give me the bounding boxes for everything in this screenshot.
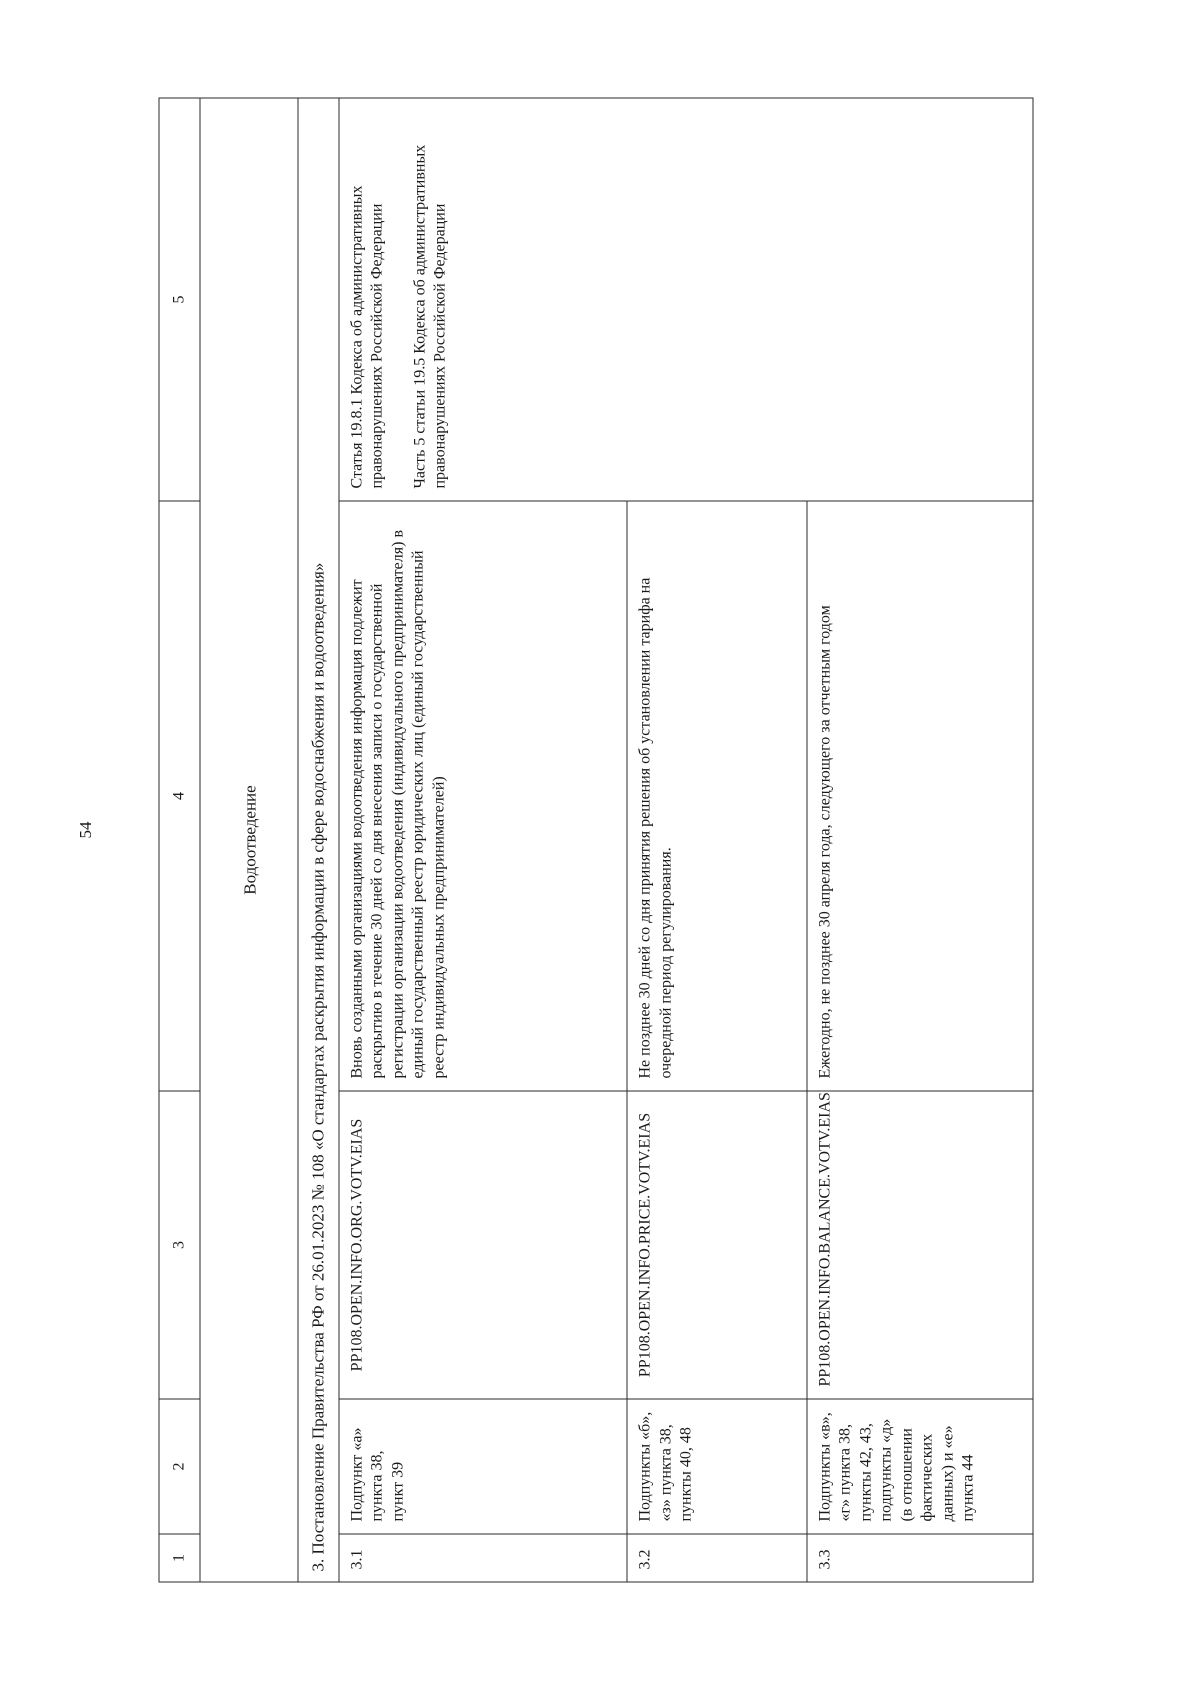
row-code: PP108.OPEN.INFO.BALANCE.VOTV.EIAS [807, 1091, 1033, 1399]
row-clause: Подпункты «б», «з» пункта 38, пункты 40, 48 [627, 1399, 807, 1534]
document-table-wrapper [159, 99, 1034, 1583]
table-row [339, 98, 627, 1582]
header-cell-2: 2 [159, 1399, 200, 1534]
row-clause: Подпункты «в», «г» пункта 38, пункты 42, 43, подпункты «д» (в отношении фактических данных) и «е» пункта 44 [807, 1399, 1033, 1534]
row-deadline: Ежегодно, не позднее 30 апреля года, следующего за отчетным годом [807, 501, 1033, 1091]
header-row [159, 98, 200, 1582]
liability-cell [339, 98, 1033, 501]
subsection-title: 3. Постановление Правительства РФ от 26.01.2023 № 108 «О стандартах раскрытия информации в сфере водоснабжения и водоотведения» [298, 98, 339, 1582]
header-cell-1: 1 [159, 1534, 200, 1582]
page-number: 54 [76, 821, 95, 839]
subsection-row [298, 98, 339, 1582]
liability-text-1: Статья 19.8.1 Кодекса об административных правонарушениях Российской Федерации [348, 185, 386, 489]
document-table [159, 98, 1034, 1583]
liability-text-2: Часть 5 статьи 19.5 Кодекса об административных правонарушениях Российской Федерации [411, 144, 449, 489]
header-cell-5: 5 [159, 98, 200, 501]
row-number: 3.1 [339, 1534, 627, 1582]
row-code: PP108.OPEN.INFO.ORG.VOTV.EIAS [339, 1091, 627, 1399]
row-number: 3.3 [807, 1534, 1033, 1582]
row-number: 3.2 [627, 1534, 807, 1582]
section-row [200, 98, 297, 1582]
header-cell-3: 3 [159, 1091, 200, 1399]
header-cell-4: 4 [159, 501, 200, 1091]
section-title: Водоотведение [200, 98, 297, 1582]
row-clause: Подпункт «а» пункта 38, пункт 39 [339, 1399, 627, 1534]
row-code: PP108.OPEN.INFO.PRICE.VOTV.EIAS [627, 1091, 807, 1399]
row-deadline: Вновь созданными организациями водоотведения информация подлежит раскрытию в течение 30 дней со дня внесения записи о государственной регистрации организации водоотведения (индивидуального предпринимателя) в единый государственный реестр юридических лиц (единый государственный реестр индивидуальных предпринимателей) [339, 501, 627, 1091]
row-deadline: Не позднее 30 дней со дня принятия решения об установлении тарифа на очередной период регулирования. [627, 501, 807, 1091]
